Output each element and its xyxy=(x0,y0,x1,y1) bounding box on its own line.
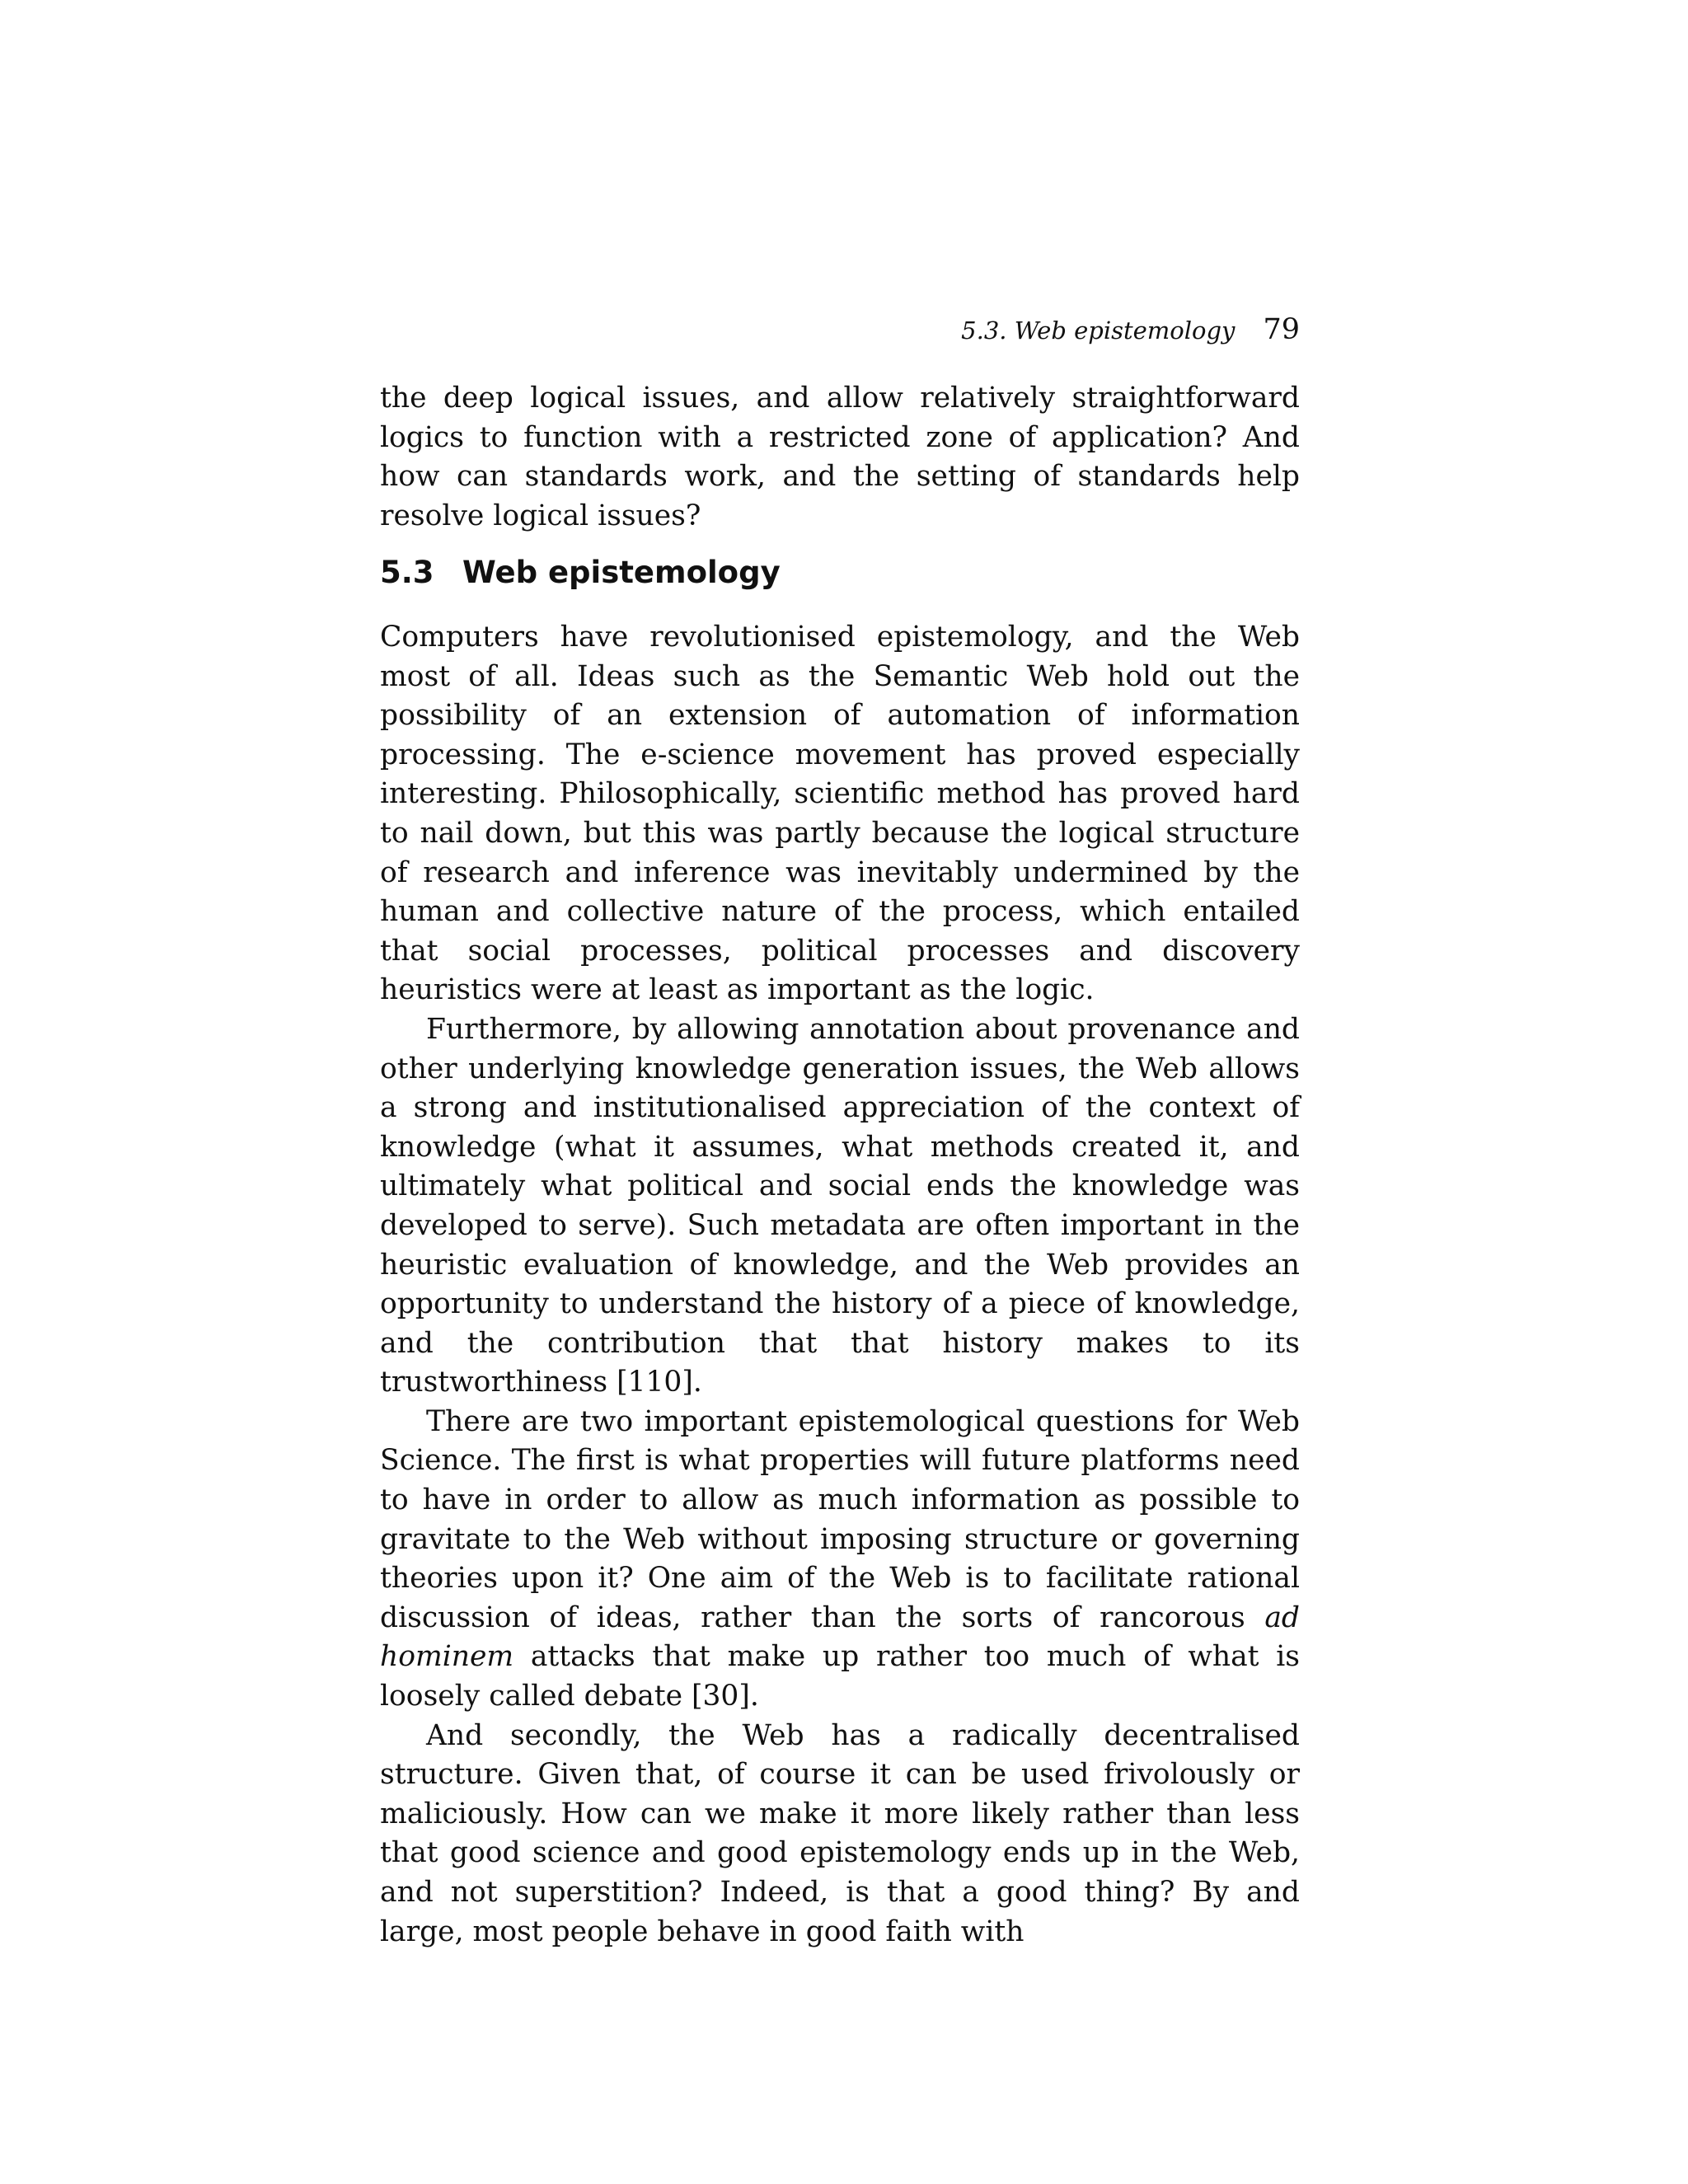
continuation-paragraph: the deep logical issues, and allow relatively straightforward logics to function with a restricted zone of application? And how can standards work, and the setting of standards help resolve logical issues? xyxy=(380,382,1300,532)
paragraph-3-text-end: attacks that make up rather too much of what is loosely called debate [30]. xyxy=(380,1640,1300,1713)
page-number: 79 xyxy=(1263,313,1300,346)
running-head xyxy=(961,313,1300,356)
paragraph-3-text-start: There are two important epistemological questions for Web Science. The first is what properties will future platforms need to have in order to allow as much information as possible to gravitate to the Web without imposing structure or governing theories upon it? One aim of the Web is to facilitate rational discussion of ideas, rather than the sorts of rancorous xyxy=(380,1404,1300,1634)
section-body xyxy=(380,618,1300,1952)
paragraph-4: And secondly, the Web has a radically decentralised structure. Given that, of course it can be used frivolously or maliciously. How can we make it more likely rather than less that good science and good epistemology ends up in the Web, and not superstition? Indeed, is that a good thing? By and large, most people behave in good faith with xyxy=(380,1718,1300,1948)
section-heading xyxy=(380,552,781,593)
paragraph-3-emphasis: ad hominem xyxy=(380,1601,1300,1674)
paragraph-1: Computers have revolutionised epistemology, and the Web most of all. Ideas such as the Semantic Web hold out the possibility of an extension of automation of information processing. The e-science movement has proved especially interesting. Philosophically, scientific method has proved hard to nail down, but this was partly because the logical structure of research and inference was inevitably undermined by the human and collective nature of the process, which entailed that social processes, political processes and discovery heuristics were at least as important as the logic. xyxy=(380,621,1300,1007)
section-number: 5.3 xyxy=(380,555,434,590)
paragraph-2: Furthermore, by allowing annotation about provenance and other underlying knowledge generation issues, the Web allows a strong and institutionalised appreciation of the context of knowledge (what it assumes, what methods created it, and ultimately what political and social ends the knowledge was developed to serve). Such metadata are often important in the heuristic evaluation of knowledge, and the Web provides an opportunity to understand the history of a piece of knowledge, and the contribution that that history makes to its trustworthiness [110]. xyxy=(380,1012,1300,1399)
running-head-section: 5.3. Web epistemology xyxy=(961,316,1236,344)
section-title: Web epistemology xyxy=(462,555,781,590)
paragraph-3 xyxy=(380,1403,1300,1717)
